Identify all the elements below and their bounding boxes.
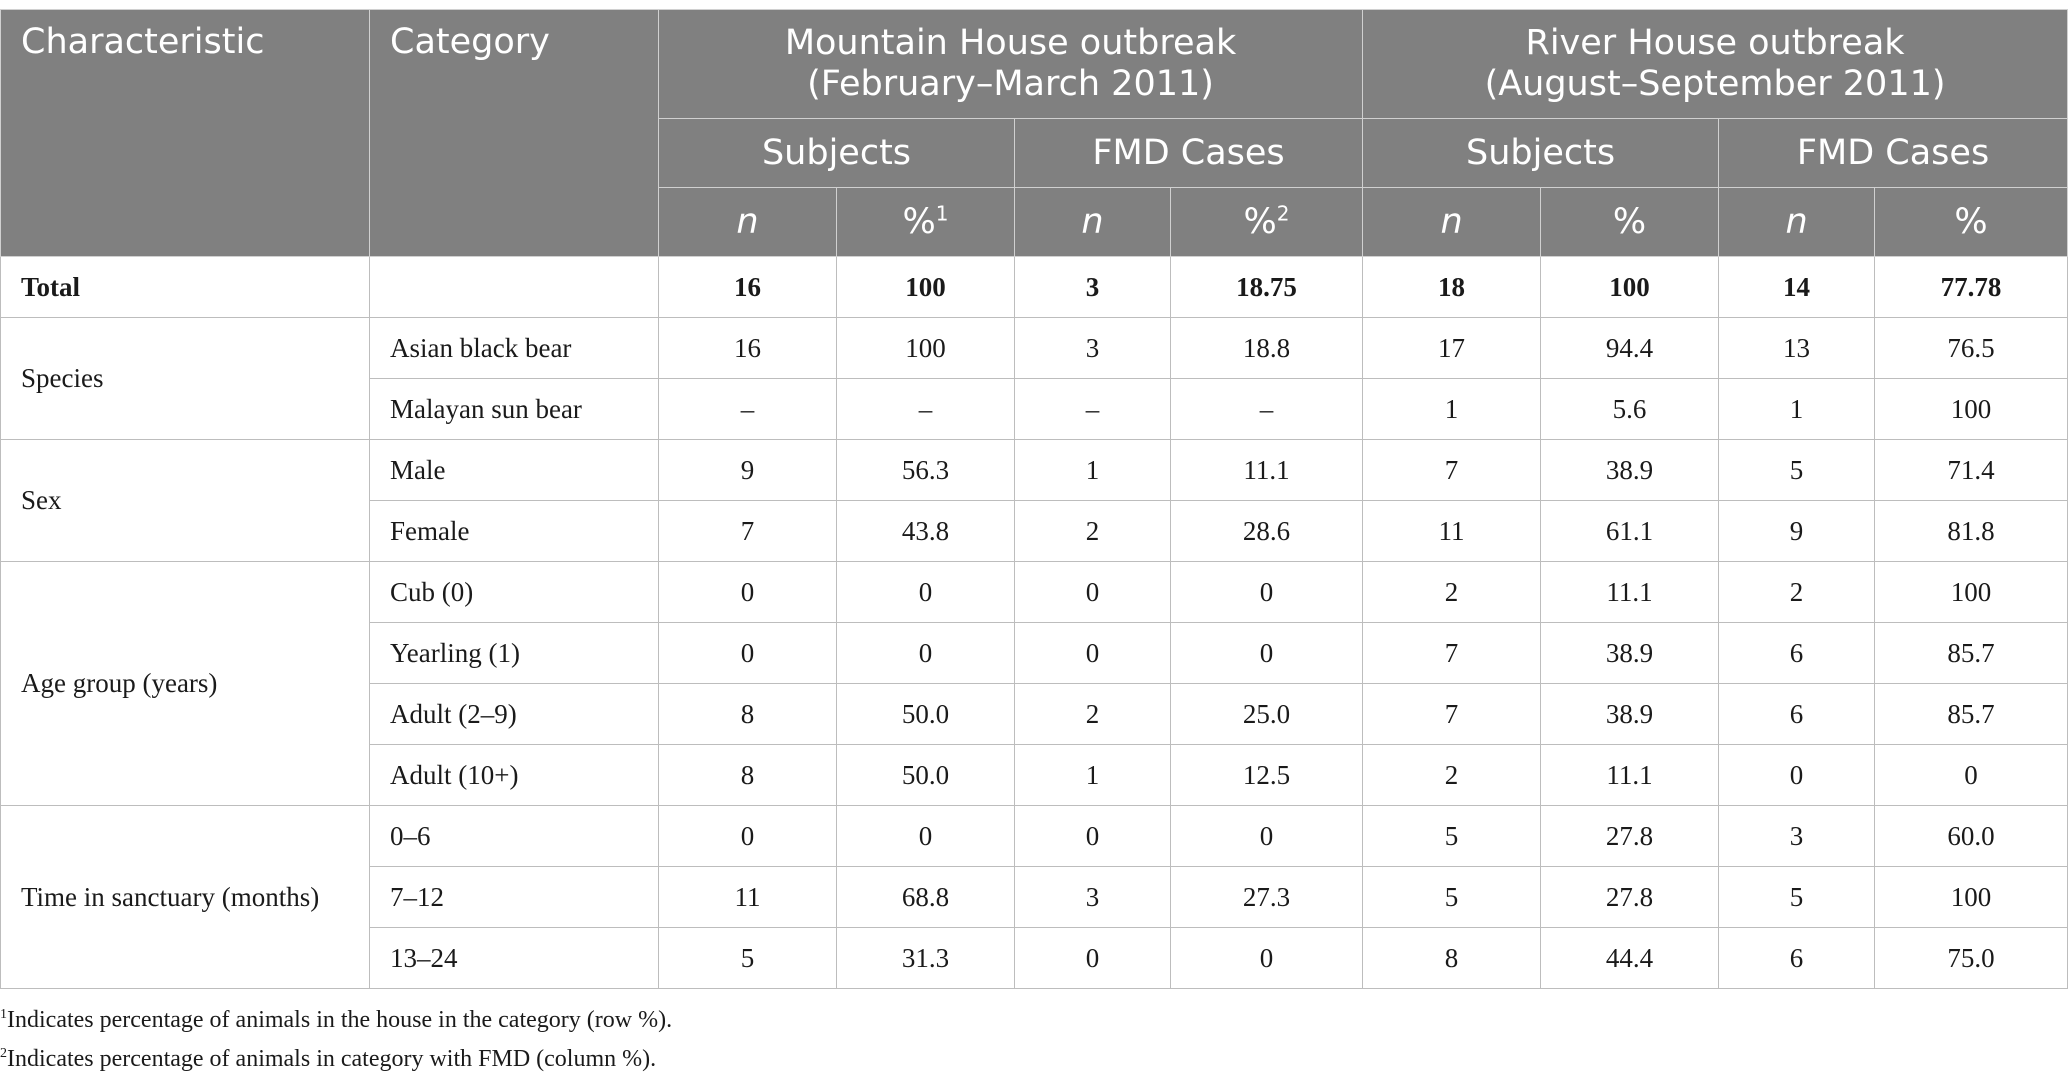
value-cell: 0 [1171,623,1363,684]
value-cell: 9 [1719,501,1875,562]
value-cell: – [1015,379,1171,440]
value-cell: 3 [1015,867,1171,928]
category-cell: Cub (0) [370,562,659,623]
value-cell: 2 [1015,684,1171,745]
value-cell: 18 [1363,257,1541,318]
category-cell: Malayan sun bear [370,379,659,440]
header-mh-fmd-cases: FMD Cases [1015,119,1363,188]
header-river-house [1363,10,2068,119]
characteristic-cell: Total [1,257,370,318]
footnote-marker-1: 1 [935,200,949,225]
value-cell: 1 [1363,379,1541,440]
value-cell: 2 [1719,562,1875,623]
header-rh-fmd-cases: FMD Cases [1719,119,2068,188]
value-cell: 16 [659,257,837,318]
category-cell: Female [370,501,659,562]
value-cell: 71.4 [1875,440,2068,501]
header-rh-fmd-n: n [1719,188,1875,257]
value-cell: 16 [659,318,837,379]
value-cell: 8 [659,745,837,806]
value-cell: 0 [1171,562,1363,623]
value-cell: 7 [1363,684,1541,745]
value-cell: 0 [659,562,837,623]
value-cell: 5 [1719,440,1875,501]
footnote-1-marker: 1 [0,1007,7,1022]
river-house-title: River House outbreak [1525,23,1905,63]
value-cell: 94.4 [1541,318,1719,379]
value-cell: 50.0 [837,745,1015,806]
value-cell: 60.0 [1875,806,2068,867]
value-cell: 0 [659,623,837,684]
header-mountain-house [659,10,1363,119]
river-house-dates: (August–September 2011) [1484,64,1946,104]
value-cell: 0 [1875,745,2068,806]
value-cell: 1 [1015,745,1171,806]
value-cell: 11 [659,867,837,928]
table-footnotes [0,1004,672,1082]
mountain-house-dates: (February–March 2011) [807,64,1214,104]
value-cell: 0 [1719,745,1875,806]
category-cell: Yearling (1) [370,623,659,684]
value-cell: 1 [1015,440,1171,501]
characteristic-cell: Species [1,318,370,440]
value-cell: 5 [1719,867,1875,928]
characteristic-cell: Age group (years) [1,562,370,806]
value-cell: 13 [1719,318,1875,379]
value-cell: 100 [837,257,1015,318]
value-cell: 11.1 [1171,440,1363,501]
value-cell: 100 [1875,867,2068,928]
value-cell: 25.0 [1171,684,1363,745]
table-row [1,318,2068,379]
value-cell: 11.1 [1541,562,1719,623]
value-cell: 76.5 [1875,318,2068,379]
value-cell: 0 [1015,562,1171,623]
value-cell: – [659,379,837,440]
value-cell: 75.0 [1875,928,2068,989]
header-mh-subjects-n: n [659,188,837,257]
category-cell: Asian black bear [370,318,659,379]
value-cell: 0 [659,806,837,867]
value-cell: 85.7 [1875,623,2068,684]
value-cell: 28.6 [1171,501,1363,562]
value-cell: 2 [1363,745,1541,806]
value-cell: 56.3 [837,440,1015,501]
value-cell: 7 [1363,440,1541,501]
value-cell: 100 [1875,379,2068,440]
value-cell: 3 [1015,318,1171,379]
table-row [1,440,2068,501]
value-cell: 5 [1363,806,1541,867]
value-cell: 17 [1363,318,1541,379]
value-cell: 0 [837,623,1015,684]
category-cell: Male [370,440,659,501]
category-cell: 0–6 [370,806,659,867]
value-cell: 9 [659,440,837,501]
category-cell: Adult (2–9) [370,684,659,745]
value-cell: 77.78 [1875,257,2068,318]
header-mh-subjects-pct [837,188,1015,257]
value-cell: 27.8 [1541,806,1719,867]
value-cell: 7 [659,501,837,562]
value-cell: 8 [1363,928,1541,989]
value-cell: 5 [659,928,837,989]
value-cell: 100 [837,318,1015,379]
value-cell: 38.9 [1541,684,1719,745]
value-cell: 81.8 [1875,501,2068,562]
header-category: Category [370,10,659,257]
value-cell: – [1171,379,1363,440]
value-cell: 100 [1541,257,1719,318]
value-cell: 18.8 [1171,318,1363,379]
value-cell: 43.8 [837,501,1015,562]
table-row [1,562,2068,623]
footnote-1 [0,1004,672,1037]
category-cell [370,257,659,318]
footnote-1-text: Indicates percentage of animals in the house in the category (row %). [7,1007,673,1033]
footnote-2 [0,1043,672,1076]
value-cell: 0 [1171,928,1363,989]
value-cell: 68.8 [837,867,1015,928]
value-cell: 6 [1719,684,1875,745]
header-rh-subjects: Subjects [1363,119,1719,188]
footnote-2-text: Indicates percentage of animals in category with FMD (column %). [7,1046,657,1072]
value-cell: 3 [1719,806,1875,867]
value-cell: 1 [1719,379,1875,440]
value-cell: 6 [1719,928,1875,989]
value-cell: 7 [1363,623,1541,684]
value-cell: 0 [837,806,1015,867]
value-cell: 18.75 [1171,257,1363,318]
value-cell: 27.3 [1171,867,1363,928]
value-cell: 85.7 [1875,684,2068,745]
pct-label: % [1243,201,1277,242]
value-cell: 2 [1363,562,1541,623]
value-cell: 50.0 [837,684,1015,745]
value-cell: 0 [837,562,1015,623]
value-cell: 0 [1015,806,1171,867]
table-row [1,806,2068,867]
value-cell: 38.9 [1541,623,1719,684]
category-cell: 13–24 [370,928,659,989]
value-cell: 0 [1171,806,1363,867]
value-cell: 11.1 [1541,745,1719,806]
characteristic-cell: Sex [1,440,370,562]
value-cell: 61.1 [1541,501,1719,562]
header-characteristic: Characteristic [1,10,370,257]
value-cell: 27.8 [1541,867,1719,928]
footnote-2-marker: 2 [0,1046,7,1061]
pct-label: % [902,201,936,242]
header-rh-subjects-pct: % [1541,188,1719,257]
header-mh-fmd-pct [1171,188,1363,257]
value-cell: 38.9 [1541,440,1719,501]
value-cell: 0 [1015,928,1171,989]
footnote-marker-2: 2 [1276,200,1290,225]
value-cell: 0 [1015,623,1171,684]
mountain-house-title: Mountain House outbreak [784,23,1237,63]
value-cell: 3 [1015,257,1171,318]
value-cell: 11 [1363,501,1541,562]
category-cell: 7–12 [370,867,659,928]
value-cell: 31.3 [837,928,1015,989]
value-cell: – [837,379,1015,440]
value-cell: 2 [1015,501,1171,562]
value-cell: 6 [1719,623,1875,684]
characteristic-cell: Time in sanctuary (months) [1,806,370,989]
value-cell: 5 [1363,867,1541,928]
value-cell: 12.5 [1171,745,1363,806]
header-rh-subjects-n: n [1363,188,1541,257]
fmd-outbreak-table [0,9,2068,989]
value-cell: 44.4 [1541,928,1719,989]
value-cell: 14 [1719,257,1875,318]
header-mh-subjects: Subjects [659,119,1015,188]
category-cell: Adult (10+) [370,745,659,806]
header-rh-fmd-pct: % [1875,188,2068,257]
value-cell: 8 [659,684,837,745]
value-cell: 5.6 [1541,379,1719,440]
value-cell: 100 [1875,562,2068,623]
header-mh-fmd-n: n [1015,188,1171,257]
table-row-total [1,257,2068,318]
